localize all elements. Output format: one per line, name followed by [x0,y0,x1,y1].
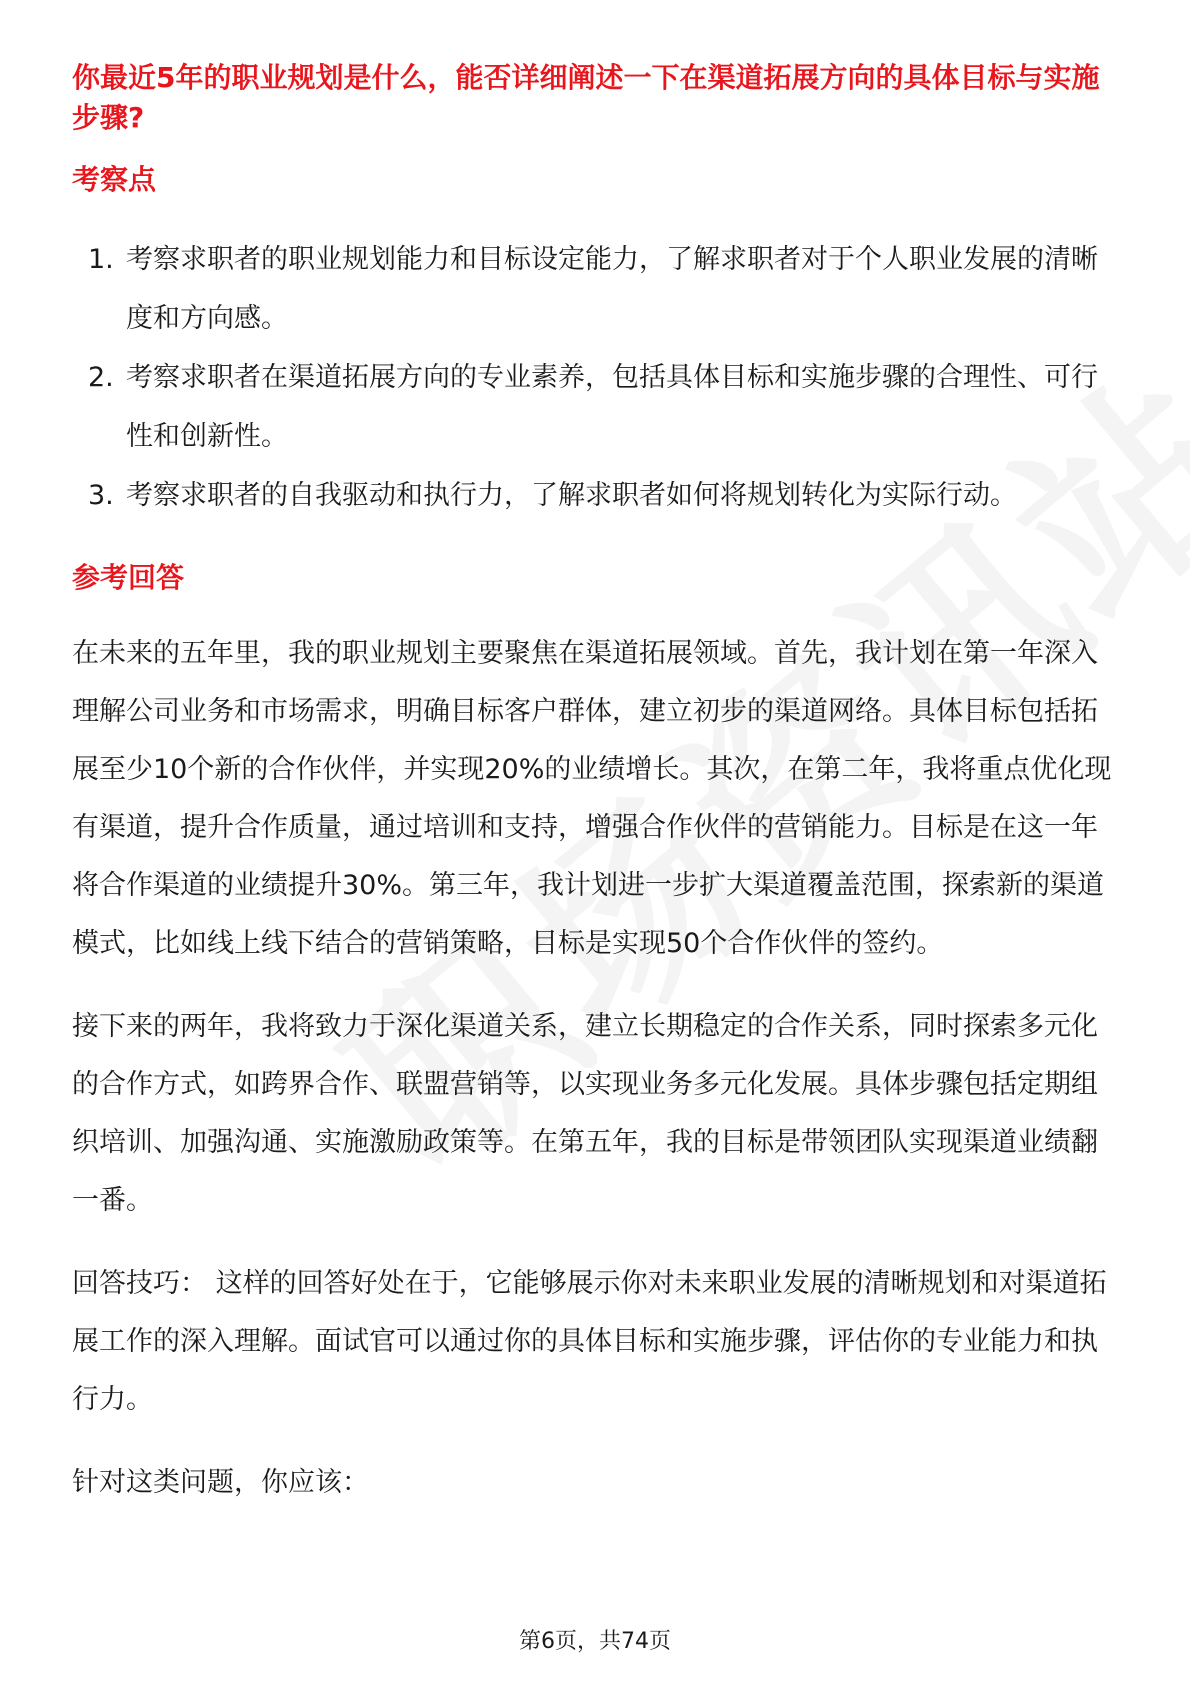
answer-tips-paragraph: 回答技巧： 这样的回答好处在于，它能够展示你对未来职业发展的清晰规划和对渠道拓展工作的深入理解。面试官可以通过你的具体目标和实施步骤，评估你的专业能力和执行力。 [72,1268,1107,1415]
point-text: 考察求职者在渠道拓展方向的专业素养，包括具体目标和实施步骤的合理性、可行性和创新性。 [126,362,1098,452]
examination-point [72,348,1122,466]
examination-point [72,230,1122,348]
examination-point [72,466,1122,525]
point-text: 考察求职者的职业规划能力和目标设定能力，了解求职者对于个人职业发展的清晰度和方向感。 [126,244,1098,334]
answer-title: 参考回答 [72,561,185,594]
answer-paragraph: 接下来的两年，我将致力于深化渠道关系，建立长期稳定的合作关系，同时探索多元化的合作方式，如跨界合作、联盟营销等，以实现业务多元化发展。具体步骤包括定期组织培训、加强沟通、实施激励政策等。在第五年，我的目标是带领团队实现渠道业绩翻一番。 [72,1011,1098,1216]
point-number: 2. [88,362,114,393]
page-content [72,58,1122,1512]
examination-title: 考察点 [72,163,157,196]
question-heading: 你最近5年的职业规划是什么，能否详细阐述一下在渠道拓展方向的具体目标与实施步骤? [72,61,1100,134]
page-footer: 第6页，共74页 [519,1629,671,1654]
answer-paragraph: 在未来的五年里，我的职业规划主要聚焦在渠道拓展领域。首先，我计划在第一年深入理解公司业务和市场需求，明确目标客户群体，建立初步的渠道网络。具体目标包括拓展至少10个新的合作伙伴，并实现20%的业绩增长。其次，在第二年，我将重点优化现有渠道，提升合作质量，通过培训和支持，增强合作伙伴的营销能力。目标是在这一年将合作渠道的业绩提升30%。第三年，我计划进一步扩大渠道覆盖范围，探索新的渠道模式，比如线上线下结合的营销策略，目标是实现50个合作伙伴的签约。 [72,638,1112,959]
answer-closing-paragraph: 针对这类问题，你应该： [72,1467,369,1498]
examination-points [72,230,1122,525]
point-number: 3. [88,480,114,511]
point-number: 1. [88,244,114,275]
point-text: 考察求职者的自我驱动和执行力，了解求职者如何将规划转化为实际行动。 [126,480,1017,511]
